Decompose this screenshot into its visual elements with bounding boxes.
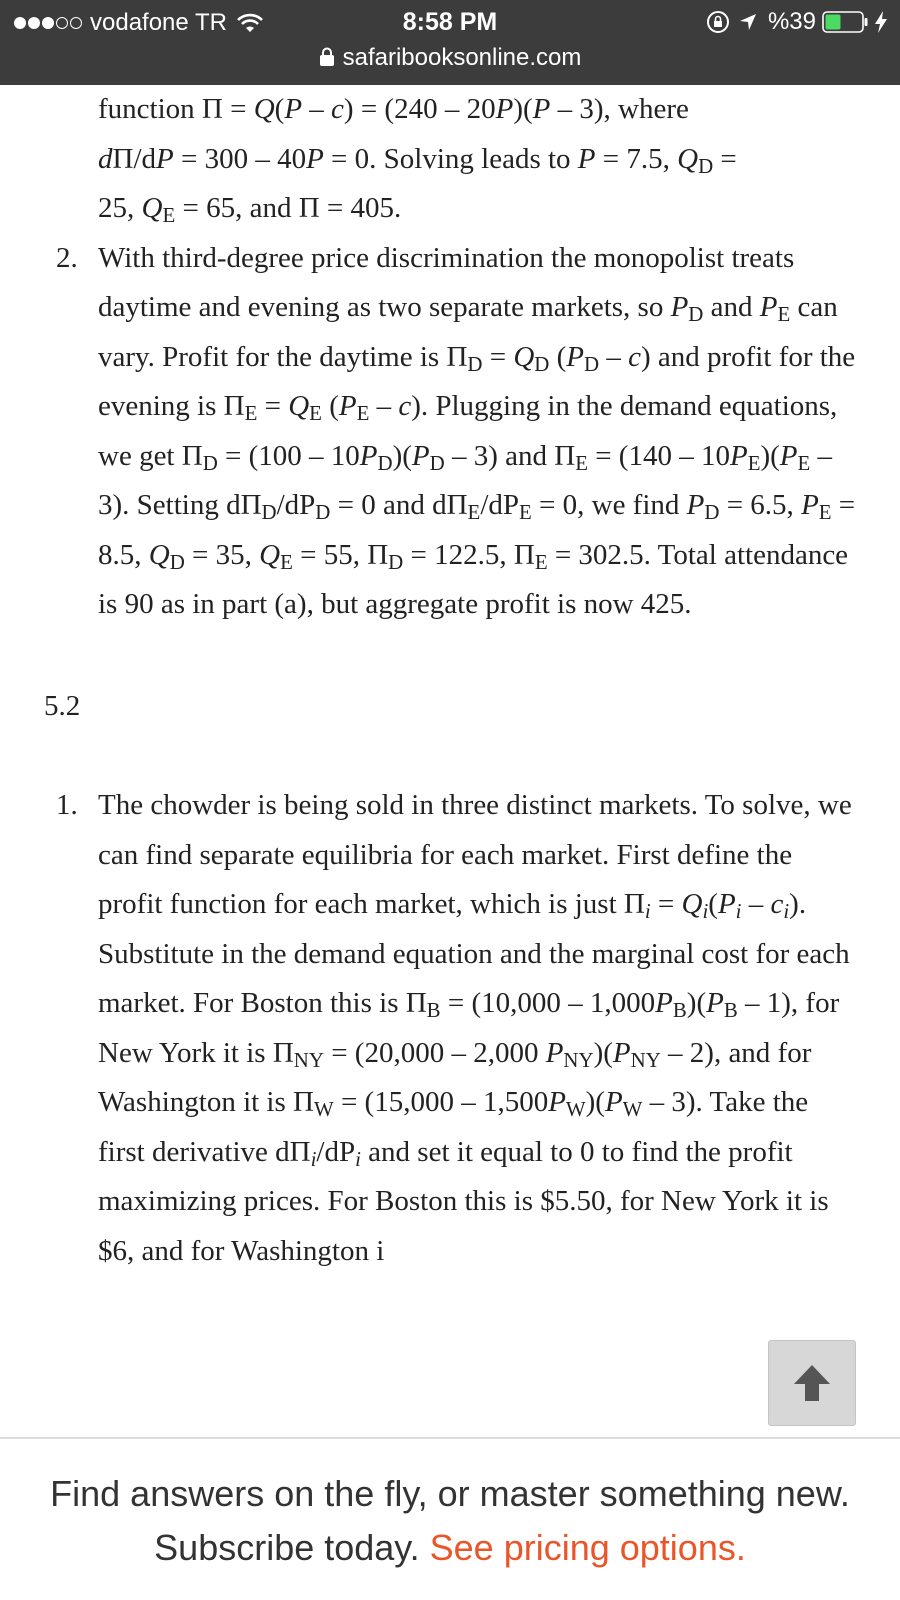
arrow-up-icon — [790, 1361, 834, 1405]
continued-paragraph: function Π = Q(P – c) = (240 – 20P)(P – 3), where dΠ/dP = 300 – 40P = 0. Solving leads to P = 7.5, $Q_D$ = 25, $Q_E = 65$, and Π = 405. — [98, 93, 737, 228]
address-bar[interactable] — [0, 44, 900, 84]
list-item-1 — [0, 781, 900, 1276]
battery-percentage: %39 — [767, 8, 816, 35]
browser-top-bar — [0, 0, 900, 85]
banner-line-1: Find answers on the fly, or master something new. — [50, 1473, 850, 1514]
banner-line-2 — [0, 1521, 900, 1575]
see-pricing-link[interactable]: See pricing options. — [429, 1527, 746, 1568]
battery-icon — [822, 11, 868, 33]
url-domain: safaribooksonline.com — [342, 44, 582, 71]
list-item-text: The chowder is being sold in three distinct markets. To solve, we can find separate equilibria for each market. First define the profit function for each market, which is just $\Pi_i = Q_i(P_i - c_i)$. Substitute in the demand equation and the marginal cost for each market. For Boston this is $\Pi_B = (10,000 - 1,000P_B)(P_B - 1)$, for New York it is $\Pi_{NY} = (20,000 - 2,000$ $P_{NY})(P_{NY} - 2)$, and for Washington it is $\Pi_W = (15,000 - 1,500P_W)(P_W - 3)$. Take the first derivative $d\Pi_i/dP_i$ and set it equal to 0 to find the profit maximizing prices. For Boston this is $5.50, for New York it is $6, and for Washington i — [98, 789, 852, 1267]
status-right — [706, 8, 888, 36]
padlock-icon — [319, 47, 335, 67]
content-fade — [0, 1395, 900, 1437]
subscribe-banner — [0, 1437, 900, 1600]
location-arrow-icon — [738, 12, 758, 32]
banner-prefix: Subscribe today. — [154, 1527, 430, 1568]
book-content — [0, 85, 900, 1437]
carrier-name: vodafone TR — [90, 9, 227, 36]
rotation-lock-icon — [706, 10, 730, 34]
list-number: 2. — [56, 241, 78, 274]
charging-bolt-icon — [874, 11, 888, 33]
list-number: 1. — [56, 789, 78, 821]
scroll-to-top-button[interactable] — [768, 1340, 856, 1426]
list-item-text: With third-degree price discrimination the monopolist treats daytime and evening as two separate markets, so $P_D$ and $P_E$ can vary. Profit for the daytime is $\Pi_D = Q_D$ $(P_D - c)$ and profit for the evening is $\Pi_E = Q_E$ $(P_E - c)$. Plugging in the demand equations, we get $\Pi_D = (100 - 10P_D)(P_D - 3)$ and $\Pi_E = (140 - 10P_E)(P_E - 3)$. Setting $d\Pi_D/dP_D = 0$ and $d\Pi_E/dP_E = 0$, we find $P_D = 6.5$, $P_E = 8.5$, $Q_D = 35$, $Q_E = 55$, $\Pi_D = 122.5$, $\Pi_E = 302.5$. Total attendance is 90 as in part (a), but aggregate profit is now 425. — [98, 241, 856, 620]
section-heading: 5.2 — [44, 689, 81, 722]
clock: 8:58 PM — [402, 8, 498, 36]
list-item-2 — [0, 234, 900, 630]
status-bar — [0, 0, 900, 44]
